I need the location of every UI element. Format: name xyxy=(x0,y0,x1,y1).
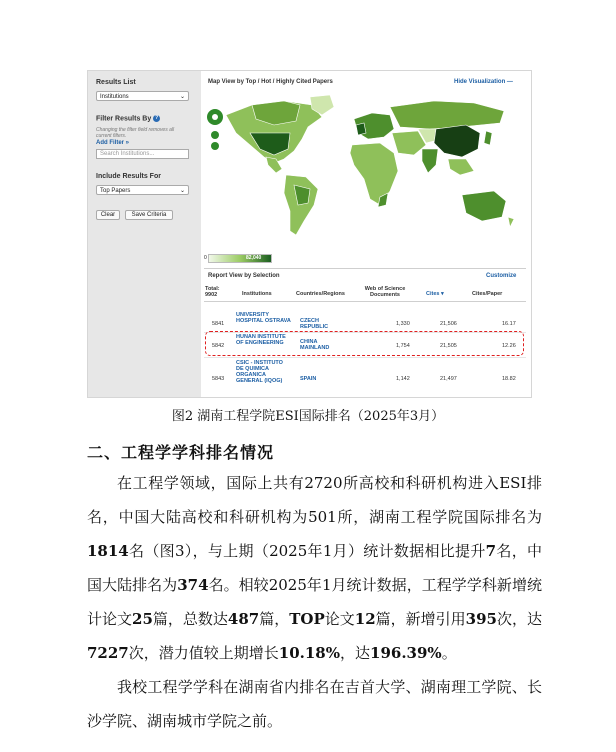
row-rank: 5842 xyxy=(212,343,225,349)
row-cites: 21,497 xyxy=(440,376,457,382)
row-cpp: 16.17 xyxy=(502,321,516,327)
paragraph-2: 我校工程学学科在湖南省内排名在吉首大学、湖南理工学院、长沙学院、湖南城市学院之前。 xyxy=(87,678,542,730)
row-country[interactable]: CHINA MAINLAND xyxy=(300,339,330,351)
cites-per-paper-header[interactable]: Cites/Paper xyxy=(472,291,503,297)
results-list-value: Institutions xyxy=(100,94,129,100)
map-legend-bar xyxy=(208,254,272,263)
total-header: Total: 9902 xyxy=(205,286,220,298)
figure-caption: 图2 湖南工程学院ESI国际排名（2025年3月） xyxy=(171,409,445,424)
include-label: Include Results For xyxy=(96,173,161,180)
zoom-in-icon[interactable] xyxy=(211,131,219,139)
wos-docs-header[interactable]: Web of Science Documents xyxy=(364,286,406,298)
row-institution[interactable]: CSIC - INSTITUTO DE QUIMICA ORGANICA GENERAL (IQOG) xyxy=(236,360,283,384)
row-cites: 21,505 xyxy=(440,343,457,349)
help-icon[interactable]: ? xyxy=(155,115,159,121)
section-heading: 二、工程学学科排名情况 xyxy=(87,443,275,462)
region-japan[interactable] xyxy=(484,131,492,145)
map-zoom-controls[interactable] xyxy=(207,109,223,150)
pan-center xyxy=(212,114,218,120)
region-china[interactable] xyxy=(434,125,480,157)
region-southeast-asia[interactable] xyxy=(448,159,474,175)
filter-note: Changing the filter field removes all current filters. xyxy=(96,127,175,139)
divider xyxy=(204,268,526,269)
cites-header[interactable]: Cites ▾ xyxy=(426,291,444,297)
include-value: Top Papers xyxy=(100,188,131,194)
legend-max: 82,040 xyxy=(246,255,262,261)
institutions-header[interactable]: Institutions xyxy=(242,291,272,297)
row-rank: 5843 xyxy=(212,376,225,382)
search-institutions-input[interactable]: Search Institutions... xyxy=(96,149,189,159)
world-map[interactable] xyxy=(204,93,526,253)
row-docs: 1,142 xyxy=(396,376,410,382)
row-docs: 1,330 xyxy=(396,321,410,327)
chevron-down-icon: ⌄ xyxy=(179,94,185,100)
highlight-box xyxy=(205,331,524,356)
clear-button[interactable]: Clear xyxy=(96,210,120,220)
customize-link[interactable]: Customize xyxy=(486,273,517,279)
map-title: Map View by Top / Hot / Highly Cited Papers xyxy=(208,79,333,85)
filter-title: Filter Results By ? xyxy=(96,115,159,123)
row-rank: 5841 xyxy=(212,321,225,327)
row-cpp: 12.26 xyxy=(502,343,516,349)
sort-desc-icon: ▾ xyxy=(440,291,444,297)
region-western-europe[interactable] xyxy=(356,123,366,135)
countries-header[interactable]: Countries/Regions xyxy=(296,291,345,297)
row-cpp: 18.82 xyxy=(502,376,516,382)
hide-visualization-link[interactable]: Hide Visualization — xyxy=(454,79,513,85)
header-divider xyxy=(204,301,526,302)
row-divider xyxy=(204,357,526,358)
row-country[interactable]: CZECH REPUBLIC xyxy=(300,318,329,330)
region-africa[interactable] xyxy=(350,143,398,205)
region-new-zealand[interactable] xyxy=(508,217,514,227)
legend-min: 0 xyxy=(204,255,207,261)
filter-panel xyxy=(88,71,201,397)
row-docs: 1,754 xyxy=(396,343,410,349)
add-filter-link[interactable]: Add Filter » xyxy=(96,140,130,146)
region-australia[interactable] xyxy=(462,191,506,221)
results-list-label: Results List xyxy=(96,79,136,86)
region-south-america[interactable] xyxy=(284,175,318,235)
include-select[interactable] xyxy=(96,185,189,195)
row-institution[interactable]: UNIVERSITY HOSPITAL OSTRAVA xyxy=(236,312,291,324)
esi-screenshot xyxy=(87,70,532,398)
save-criteria-button[interactable]: Save Criteria xyxy=(125,210,173,220)
report-title: Report View by Selection xyxy=(208,273,280,279)
row-cites: 21,506 xyxy=(440,321,457,327)
region-india[interactable] xyxy=(422,149,438,173)
results-list-select[interactable] xyxy=(96,91,189,101)
paragraph-1: 在工程学领域，国际上共有2720所高校和科研机构进入ESI排名，中国大陆高校和科研机构为501所，湖南工程学院国际排名为1814名（图3），与上期（2025年1月）统计数据相比提升7名，中国大陆排名为374名。相较2025年1月统计数据，工程学学科新增统计论文25篇，总数达487篇，TOP论文12篇，新增引用395次，达7227次，潜力值较上期增长10.18%，达196.39%。 xyxy=(87,474,542,662)
region-russia[interactable] xyxy=(390,101,504,129)
zoom-out-icon[interactable] xyxy=(211,142,219,150)
row-country[interactable]: SPAIN xyxy=(300,376,317,382)
chevron-down-icon: ⌄ xyxy=(179,188,185,194)
row-institution[interactable]: HUNAN INSTITUTE OF ENGINEERING xyxy=(236,334,286,346)
